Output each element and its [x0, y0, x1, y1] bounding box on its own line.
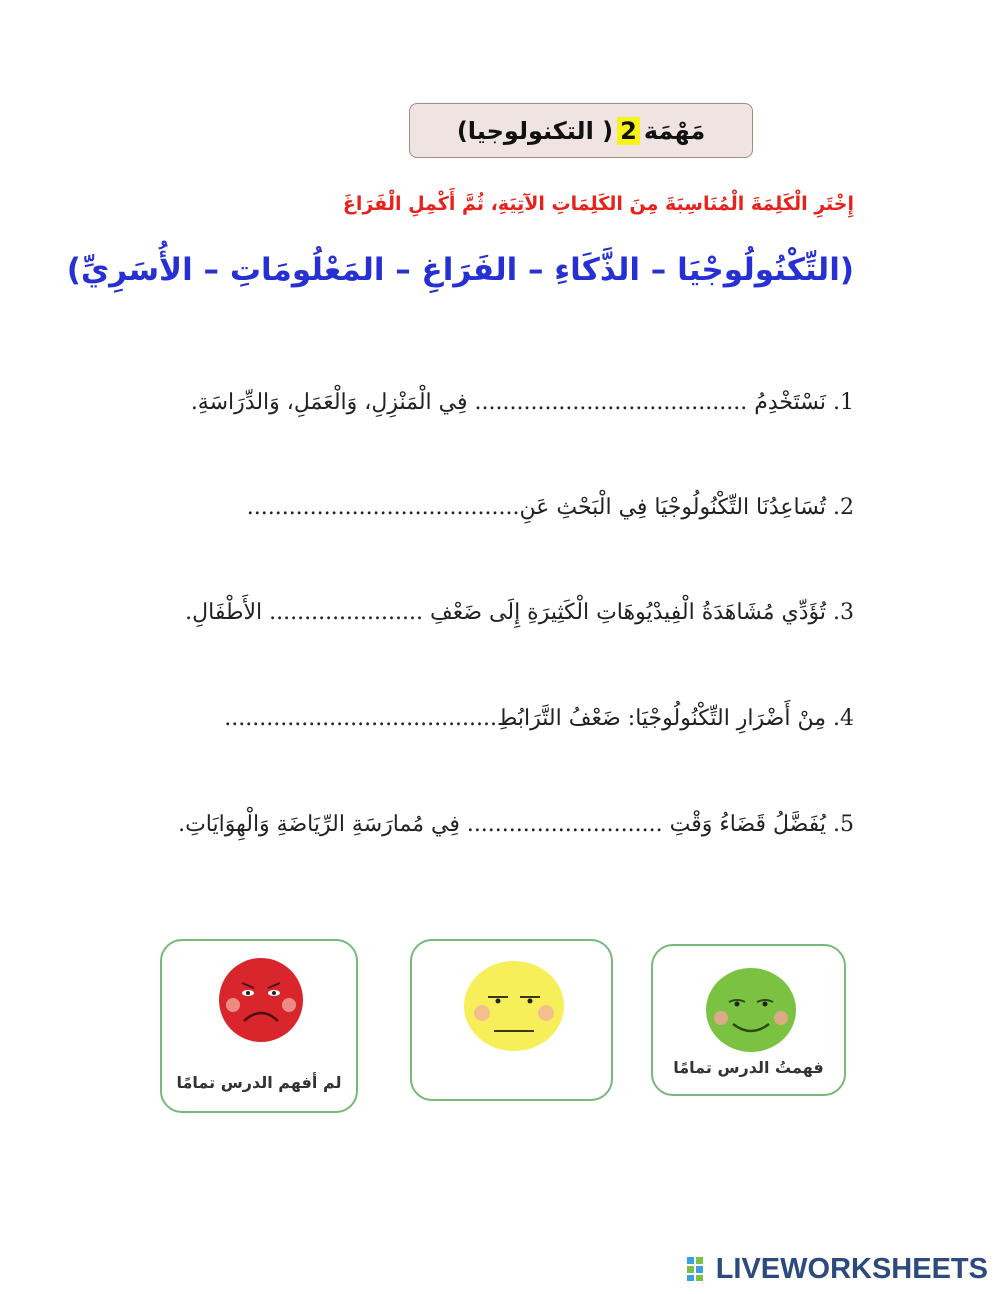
question-number: 4. — [833, 706, 854, 731]
understood-label: فهمتُ الدرس تمامًا — [673, 1058, 824, 1077]
question-text: يُفَضَّلُ قَضَاءُ وَقْتِ ............................ فِي مُمارَسَةِ الرِّيَاضَةِ وَالْهِوَايَاتِ. — [178, 812, 826, 837]
task-word: مَهْمَة — [643, 116, 706, 145]
question-text: نَسْتَخْدِمُ ....................................... فِي الْمَنْزِلِ، وَالْعَمَلِ، وَالدِّرَاسَةِ. — [190, 390, 826, 415]
question-1 — [134, 390, 854, 415]
question-text: تُسَاعِدُنَا التِّكْنُولُوجْيَا فِي الْبَحْثِ عَنِ....................................... — [246, 495, 826, 520]
feedback-card-not-understood[interactable] — [160, 939, 358, 1113]
happy-face-icon — [705, 966, 797, 1054]
liveworksheets-logo — [686, 1253, 988, 1285]
word-bank: (التِّكْنُولُوجْيَا – الذَّكَاءِ – الفَرَاغِ – المَعْلُومَاتِ – الأُسَرِيِّ) — [66, 252, 854, 288]
task-title — [409, 103, 753, 158]
not-understood-label: لم أفهم الدرس تمامًا — [176, 1073, 342, 1092]
instruction-text: إِخْتَرِ الْكَلِمَةَ الْمُنَاسِبَةَ مِنَ الكَلِمَاتِ الآتِيَةِ، ثُمَّ أَكْمِلِ الْفَرَاغَ — [342, 193, 854, 215]
feedback-card-understood[interactable] — [651, 944, 846, 1096]
feedback-card-partly-understood[interactable] — [410, 939, 613, 1101]
task-topic: ( التكنولوجيا) — [456, 116, 614, 145]
question-number: 3. — [833, 600, 854, 625]
task-number: 2 — [617, 117, 640, 145]
question-3 — [134, 600, 854, 625]
question-5 — [134, 812, 854, 837]
question-number: 5. — [833, 812, 854, 837]
question-4 — [134, 706, 854, 731]
question-text: مِنْ أَضْرَارِ التِّكْنُولُوجْيَا: ضَعْفُ التَّرَابُطِ....................................... — [224, 706, 826, 731]
brand-name: LIVEWORKSHEETS — [715, 1252, 988, 1285]
sad-face-icon — [216, 955, 306, 1045]
neutral-face-icon — [462, 959, 566, 1053]
question-text: تُؤَدِّي مُشَاهَدَةُ الْفِيدْيُوهَاتِ الْكَثِيرَةِ إِلَى ضَعْفِ ...................... الأَطْفَالِ. — [185, 600, 826, 625]
question-number: 2. — [833, 495, 854, 520]
question-2 — [134, 495, 854, 520]
question-number: 1. — [833, 390, 854, 415]
liveworksheets-logo-icon — [686, 1256, 712, 1282]
